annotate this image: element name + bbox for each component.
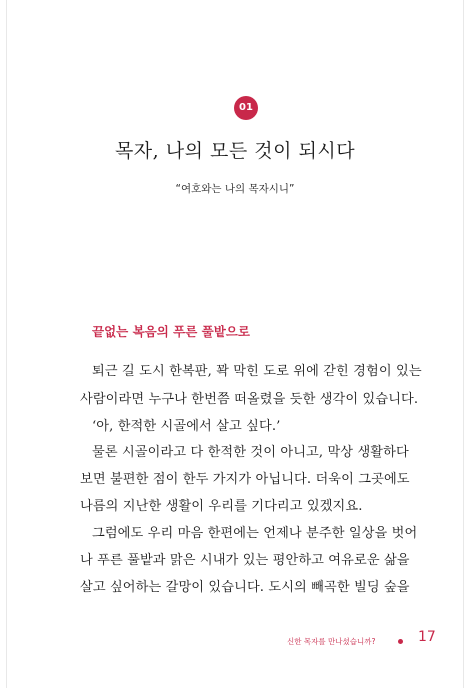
body-line: 퇴근 길 도시 한복판, 꽉 막힌 도로 위에 갇힌 경험이 있는 <box>92 364 422 379</box>
body-line: 나 푸른 풀밭과 맑은 시내가 있는 평안하고 여유로운 삶을 <box>80 553 410 568</box>
left-page-edge <box>6 0 7 688</box>
page-number: 17 <box>418 629 436 645</box>
body-line: ‘아, 한적한 시골에서 살고 싶다.’ <box>92 419 281 434</box>
body-line: 사람이라면 누구나 한번쯤 떠올렸을 듯한 생각이 있습니다. <box>80 392 419 407</box>
body-line: 물론 시골이라고 다 한적한 것이 아니고, 막상 생활하다 <box>92 445 409 460</box>
footer-bullet-icon <box>398 639 403 644</box>
body-line: 나름의 지난한 생활이 우리를 기다리고 있겠지요. <box>80 499 363 514</box>
section-heading: 끝없는 복음의 푸른 풀밭으로 <box>92 324 250 339</box>
running-footer-title: 신한 목자를 만나셨습니까? <box>287 637 376 646</box>
body-line: 그럼에도 우리 마음 한편에는 언제나 분주한 일상을 벗어 <box>92 526 418 541</box>
body-line: 살고 싶어하는 갈망이 있습니다. 도시의 빼곡한 빌딩 숲을 <box>80 580 410 595</box>
chapter-number-badge: 01 <box>234 96 258 120</box>
chapter-title: 목자, 나의 모든 것이 되시다 <box>114 140 356 162</box>
right-page-edge <box>463 0 464 688</box>
chapter-subtitle: “여호와는 나의 목자시니” <box>175 183 295 195</box>
body-line: 보면 불편한 점이 한두 가지가 아닙니다. 더욱이 그곳에도 <box>80 472 410 487</box>
